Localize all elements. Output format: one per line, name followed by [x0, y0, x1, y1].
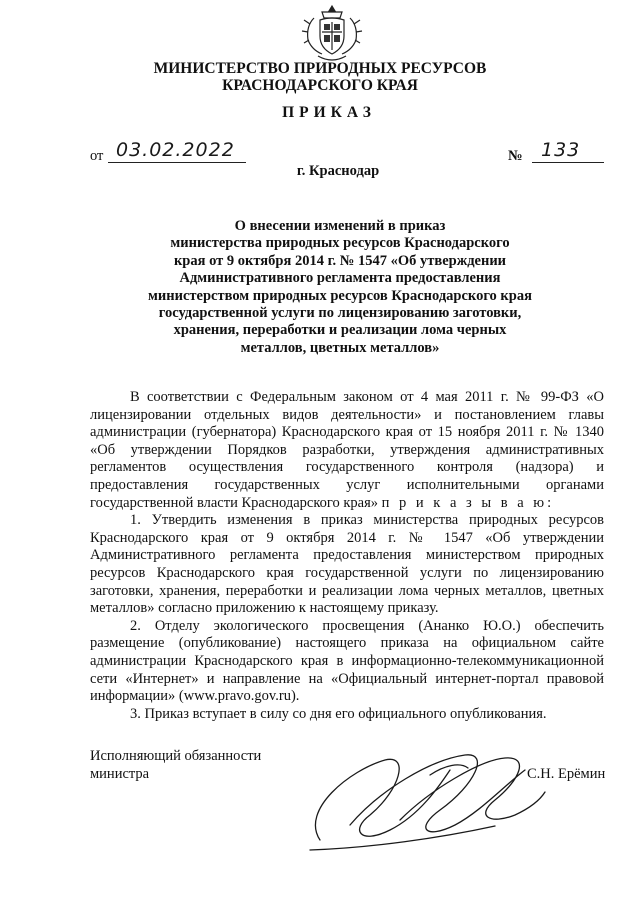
subject-line: Административного регламента предоставления — [179, 270, 501, 287]
preamble-paragraph — [90, 389, 604, 512]
city: г. Краснодар — [296, 163, 380, 179]
subject-line: министерством природных ресурсов Краснодарского края — [148, 287, 532, 304]
item-2: 2. Отделу экологического просвещения (Ананко Ю.О.) обеспечить размещение (опубликование) настоящего приказа на официальном сайте администрации Краснодарского края в информационно-телекоммуникационной сети «Интернет» и направление на «Официальный интернет-портал правовой информации» (www.pravo.gov.ru). — [90, 617, 604, 705]
item-3: 3. Приказ вступает в силу со дня его официального опубликования. — [130, 705, 547, 722]
document-type: ПРИКАЗ — [282, 104, 376, 121]
subject-line: края от 9 октября 2014 г. № 1547 «Об утверждении — [173, 252, 507, 269]
signer-position — [90, 747, 261, 783]
order-subject — [140, 218, 540, 357]
command-text: п р и к а з ы в а ю: — [381, 494, 555, 511]
date-label: от — [90, 148, 104, 164]
handwritten-signature — [290, 730, 550, 860]
preamble-text: В соответствии с Федеральным законом от 4 мая 2011 г. № 99-ФЗ «О лицензировании отдельных видов деятельности» и постановлением главы администрации (губернатора) Краснодарского края от 15 ноября 2011 г. № 1340 «Об утверждении Порядков разработки, утверждения административных регламентов осуществления государственного контроля (надзора) и предоставления государственных услуг исполнительными органами государственной власти Краснодарского края» — [90, 389, 604, 511]
subject-line: государственной услуги по лицензированию заготовки, — [158, 305, 522, 322]
subject-line: министерства природных ресурсов Краснодарского — [170, 235, 510, 252]
signer-position-line-1: Исполняющий обязанности — [90, 748, 262, 764]
ministry-line-1: МИНИСТЕРСТВО ПРИРОДНЫХ РЕСУРСОВ — [153, 60, 487, 77]
subject-line: металлов, цветных металлов» — [240, 339, 440, 356]
coat-of-arms-icon — [300, 2, 364, 64]
signer-name: С.Н. Ерёмин — [527, 766, 606, 782]
order-date: 03.02.2022 — [116, 139, 235, 161]
signer-position-line-2: министра — [90, 766, 150, 782]
subject-line: хранения, переработки и реализации лома черных — [173, 322, 507, 339]
order-number: 133 — [541, 139, 581, 161]
order-body — [90, 389, 604, 723]
number-label: № — [508, 148, 523, 164]
item-1: 1. Утвердить изменения в приказ министерства природных ресурсов Краснодарского края от 9 октября 2014 г. № 1547 «Об утверждении Административного регламента предоставления министерством природных ресурсов Краснодарского края государственной услуги по лицензированию заготовки, хранения, переработки и реализации лома черных металлов, цветных металлов» согласно приложению к настоящему приказу. — [90, 512, 604, 617]
ministry-line-2: КРАСНОДАРСКОГО КРАЯ — [222, 77, 418, 94]
ministry-name — [0, 60, 640, 94]
subject-line: О внесении изменений в приказ — [234, 218, 446, 234]
